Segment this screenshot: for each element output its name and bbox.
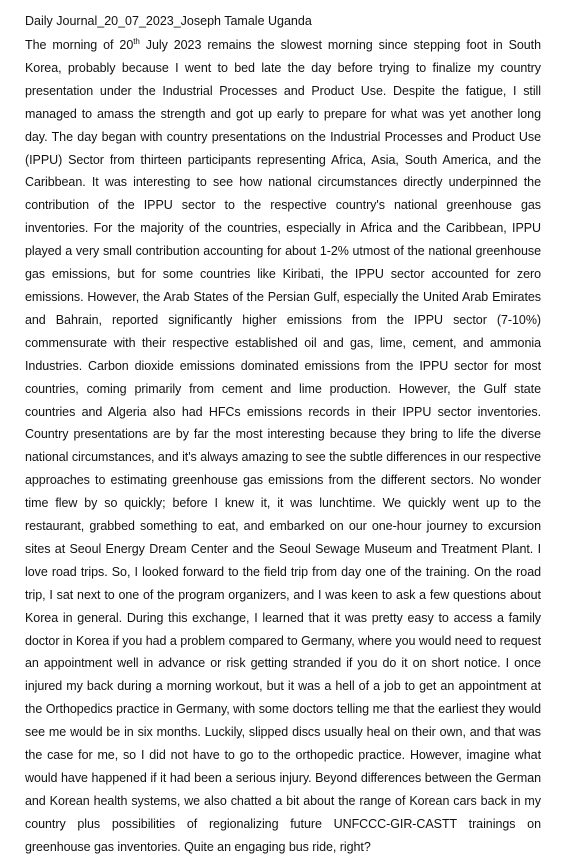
document-title: Daily Journal_20_07_2023_Joseph Tamale Uganda <box>25 14 312 28</box>
journal-page <box>25 11 541 859</box>
ordinal-superscript: th <box>133 36 140 46</box>
body-text: July 2023 remains the slowest morning since stepping foot in South Korea, probably because I went to bed late the day before trying to finalize my country presentation under the Industrial Processes and Product Use. Despite the fatigue, I still managed to amass the strength and got up early to prepare for what was yet another long day. The day began with country presentations on the Industrial Processes and Product Use (IPPU) Sector from thirteen participants representing Africa, Asia, South America, and the Caribbean. It was interesting to see how national circumstances directly underpinned the contribution of the IPPU sector to the respective country's national greenhouse gas inventories. For the majority of the countries, especially in Africa and the Caribbean, IPPU played a very small contribution accounting for about 1-2% utmost of the national greenhouse gas emissions, but for some countries like Kiribati, the IPPU sector accounted for zero emissions. However, the Arab States of the Persian Gulf, especially the United Arab Emirates and Bahrain, reported significantly higher emissions from the IPPU sector (7-10%) commensurate with their respective established oil and gas, lime, cement, and ammonia Industries. Carbon dioxide emissions dominated emissions from the IPPU sector for most countries, coming primarily from cement and lime production. However, the Gulf state countries and Algeria also had HFCs emissions records in their IPPU sector inventories. Country presentations are by far the most interesting because they bring to life the diverse national circumstances, and it's always amazing to see the subtle differences in our respective approaches to estimating greenhouse gas emissions from the different sectors. No wonder time flew by so quickly; before I knew it, it was lunchtime. We quickly went up to the restaurant, grabbed something to eat, and embarked on our one-hour journey to excursion sites at Seoul Energy Dream Center and the Seoul Sewage Museum and Treatment Plant. I love road trips. So, I looked forward to the field trip from day one of the training. On the road trip, I sat next to one of the program organizers, and I was keen to ask a few questions about Korea in general. During this exchange, I learned that it was pretty easy to access a family doctor in Korea if you had a problem compared to Germany, where you would need to request an appointment well in advance or risk getting stranded if you do it on short notice. I once injured my back during a morning workout, but it was a hell of a job to get an appointment at the Orthopedics practice in Germany, with some doctors telling me that the earliest they would see me would be in six months. Luckily, slipped discs usually heal on their own, and that was the case for me, so I did not have to go to the orthopedic practice. However, imagine what would have happened if it had been a serious injury. Beyond differences between the German and Korean health systems, we also chatted a bit about the range of Korean cars back in my country plus possibilities of regionalizing future UNFCCC-GIR-CASTT trainings on greenhouse gas inventories. Quite an engaging bus ride, right? <box>25 38 541 854</box>
body-intro: The morning of 20 <box>25 38 134 52</box>
journal-body <box>25 34 541 859</box>
